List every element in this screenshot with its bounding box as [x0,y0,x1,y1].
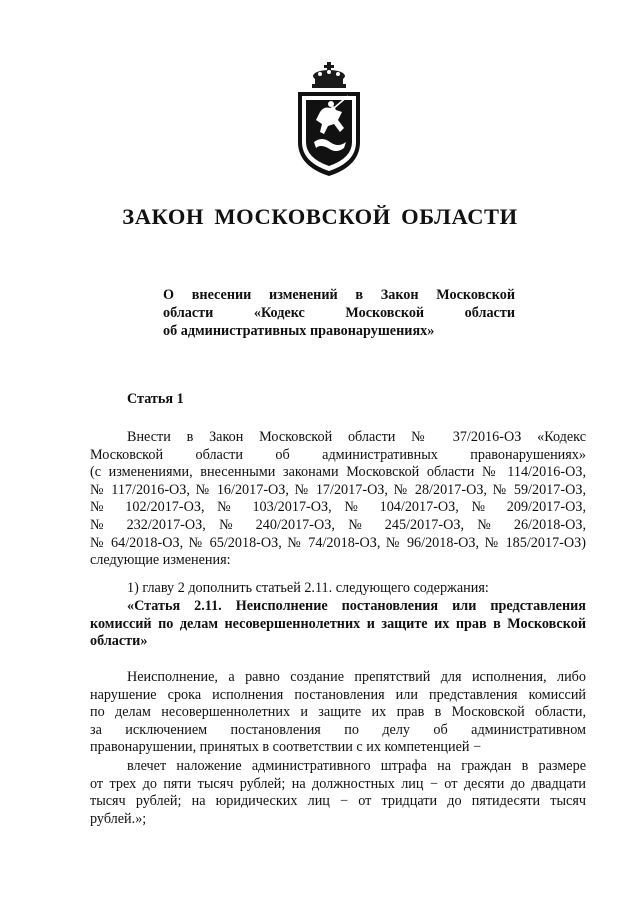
text-line: от трех до пяти тысяч рублей; на должностных лиц − от десяти до двадцати [90,775,586,792]
item-1 [90,580,586,598]
text-line: «Статья 2.11. Неисполнение постановления или представления [127,598,586,614]
text-line: (с изменениями, внесенными законами Московской области № 114/2016-ОЗ, [90,464,586,481]
text-line: Неисполнение, а равно создание препятствий для исполнения, либо [127,669,586,685]
text-line: тысяч рублей; на юридических лиц − от тридцати до пятидесяти тысяч [90,793,586,810]
text-line: области» [90,633,148,650]
text-line: № 232/2017-ОЗ, № 240/2017-ОЗ, № 245/2017-ОЗ, № 26/2018-ОЗ, [90,516,586,533]
subtitle-line: О внесении изменений в Закон Московской [163,287,515,303]
new-article-heading [90,598,586,651]
text-line: № 117/2016-ОЗ, № 16/2017-ОЗ, № 17/2017-ОЗ, № 28/2017-ОЗ, № 59/2017-ОЗ, [90,481,586,498]
coat-of-arms-emblem [290,62,368,182]
paragraph-penalty [90,758,586,828]
text-line: № 64/2018-ОЗ, № 65/2018-ОЗ, № 74/2018-ОЗ, № 96/2018-ОЗ, № 185/2017-ОЗ) [90,534,586,551]
article-heading: Статья 1 [127,391,184,407]
text-line: влечет наложение административного штрафа на граждан в размере [127,758,586,774]
law-title: ЗАКОН МОСКОВСКОЙ ОБЛАСТИ [122,204,518,229]
text-line: нарушение срока исполнения постановления или представления комиссий [90,686,586,703]
paragraph-amendments [90,429,586,570]
subtitle-line: области «Кодекс Московской области [163,305,515,321]
text-line: 1) главу 2 дополнить статьей 2.11. следующего содержания: [127,580,489,596]
text-line: комиссий по делам несовершеннолетних и защите их прав в Московской [90,615,586,632]
shield-icon [298,92,360,176]
paragraph-violation [90,669,586,757]
crown-icon [312,62,346,88]
subtitle-line: об административных правонарушениях» [163,323,435,339]
text-line: Внести в Закон Московской области № 37/2016-ОЗ «Кодекс [127,429,586,445]
text-line: Московской области об административных правонарушениях» [90,446,586,463]
law-subtitle [163,286,515,340]
text-line: № 102/2017-ОЗ, № 103/2017-ОЗ, № 104/2017-ОЗ, № 209/2017-ОЗ, [90,499,586,516]
text-line: за исключением постановления по делу об административном [90,721,586,738]
text-line: правонарушении, принятых в соответствии с их компетенцией − [90,739,482,756]
text-line: рублей.»; [90,810,147,827]
text-line: по делам несовершеннолетних и защите их прав в Московской области, [90,704,586,721]
text-line: следующие изменения: [90,552,231,569]
